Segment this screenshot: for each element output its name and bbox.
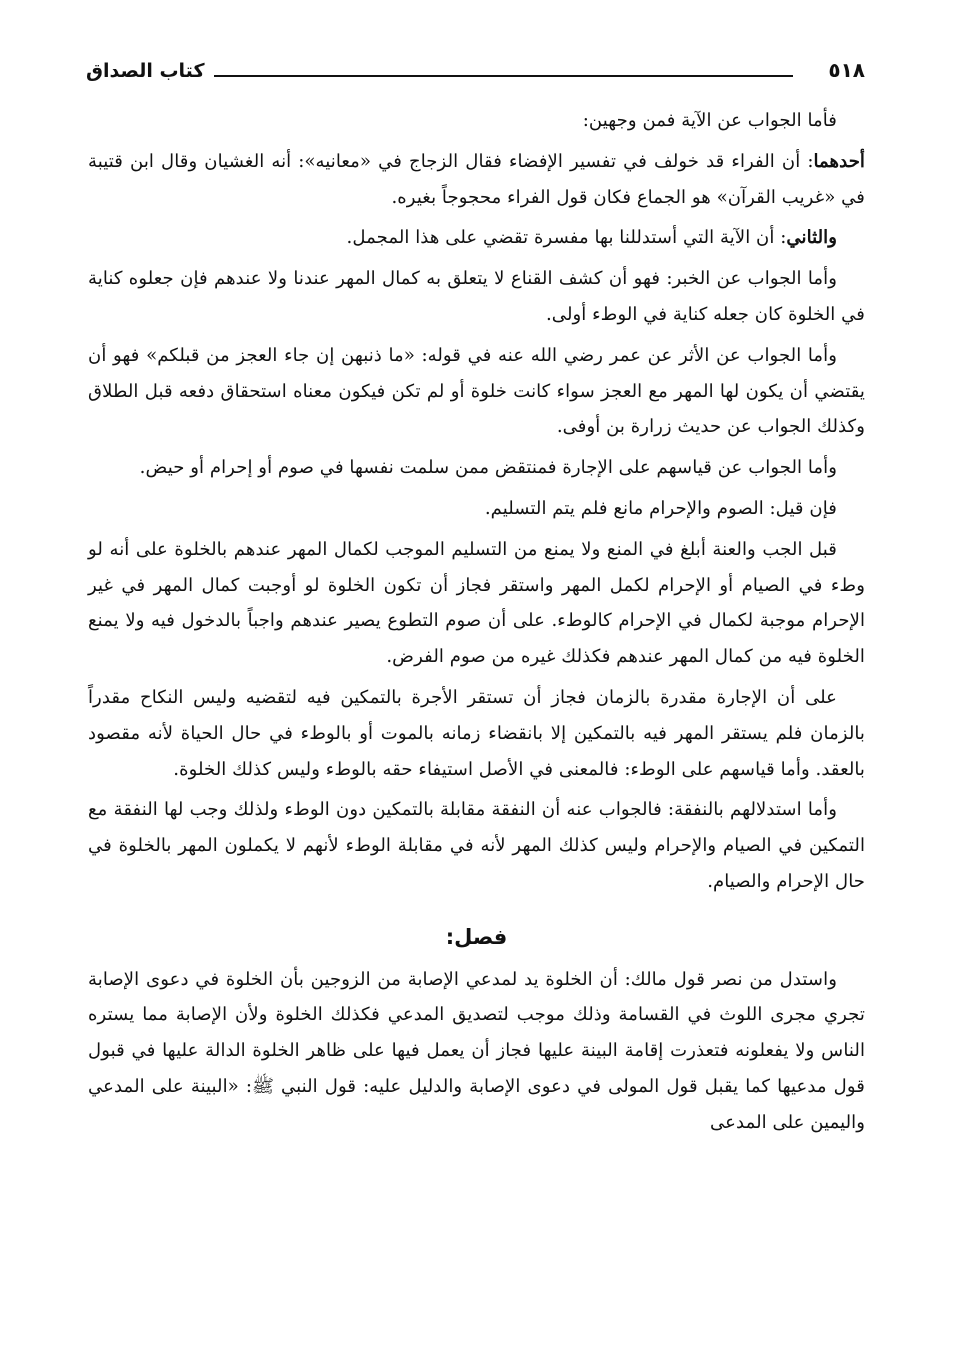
paragraph-text: على أن الإجارة مقدرة بالزمان فجاز أن تستقر الأجرة بالتمكين فيه لتقضيه وليس النكاح مقدراً بالزمان فلم يستقر المهر فيه بالتمكين إلا بانقضاء زمانه بالموت أو بالوطء في حال الحياة لأنه مقصود بالعقد. وأما قياسهم على الوطء: فالمعنى في الأصل استيفاء حقه بالوطء وليس كذلك الخلوة. xyxy=(88,686,865,780)
paragraph-text: قبل الجب والعنة أبلغ في المنع ولا يمنع من التسليم الموجب لكمال المهر عندهم بالخلوة على أنه لو وطء في الصيام أو الإحرام لكمل المهر واستقر فجاز أن تكون الخلوة لو أوجبت كمال المهر في غير الإحرام موجبة لكمال في الإحرام كالوطء. على أن صوم التطوع يصير عندهم واجباً بالدخول فيه ولا يمنع الخلوة فيه من كمال المهر عندهم فكذلك غيره من صوم الفرض. xyxy=(88,538,865,668)
paragraph-text: وأما استدلالهم بالنفقة: فالجواب عنه أن النفقة مقابلة بالتمكين دون الوطء ولذلك وجب لها النفقة مع التمكين في الصيام والإحرام وليس كذلك المهر لأنه في مقابلة الوطء لأنهم لا يكملون المهر بالخلوة في حال الإحرام والصيام. xyxy=(88,799,865,892)
paragraph xyxy=(88,680,865,787)
paragraph xyxy=(88,261,865,333)
page-body xyxy=(88,103,865,1146)
paragraph-text: فأما الجواب عن الآية فمن وجهين: xyxy=(582,110,837,131)
paragraph xyxy=(88,144,865,216)
page-number: ٥١٨ xyxy=(828,58,865,82)
paragraph-text: : أن الآية التي أستدللنا بها مفسرة تقضي على هذا المجمل. xyxy=(346,227,787,249)
paragraph-lead: أحدهما xyxy=(813,150,865,172)
paragraph xyxy=(88,103,865,139)
paragraph-text: وأما الجواب عن قياسهم على الإجارة فمنتقض ممن سلمت نفسها في صوم أو إحرام أو حيض. xyxy=(139,457,837,479)
page-header xyxy=(86,60,865,94)
paragraph xyxy=(88,450,865,486)
paragraph-lead: والثاني xyxy=(786,227,837,249)
paragraph xyxy=(88,220,865,256)
header-rule xyxy=(214,75,793,77)
section-paragraph xyxy=(88,962,865,1141)
paragraph-text: واستدل من نصر قول مالك: أن الخلوة يد لمدعي الإصابة من الزوجين بأن الخلوة في دعوى الإصابة تجري مجرى اللوث في القسامة وذلك موجب لتصديق المدعي فكذلك الخلوة ولأن الإصابة مما يستره الناس ولا يفعلونه فتعذرت إقامة البينة عليها فجاز أن يعمل فيها على ظاهر الخلوة الدالة عليها في قبول قول مدعيها كما يقبل قول المولى في دعوى الإصابة والدليل عليه: قول النبي ﷺ: «البينة على المدعي واليمين على المدعى xyxy=(88,968,865,1133)
section-heading: فصل: xyxy=(445,924,508,949)
paragraph-text: فإن قيل: الصوم والإحرام مانع فلم يتم التسليم. xyxy=(484,497,837,519)
paragraph xyxy=(88,491,865,527)
book-title: كتاب الصداق xyxy=(86,60,205,82)
paragraph xyxy=(88,532,865,675)
paragraph xyxy=(88,338,865,445)
paragraph-text: وأما الجواب عن الخبر: فهو أن كشف القناع لا يتعلق به كمال المهر عندنا ولا عندهم فإن جعلوه كناية في الخلوة كان جعله كناية في الوطء أولى. xyxy=(88,268,865,325)
paragraph xyxy=(88,792,865,899)
paragraph-text: : أن الفراء قد خولف في تفسير الإفضاء فقال الزجاج في «معانيه»: أنه الغشيان وقال ابن قتيبة في «غريب القرآن» هو الجماع فكان قول الفراء محجوجاً بغيره. xyxy=(88,150,865,208)
paragraph-text: وأما الجواب عن الأثر عن عمر رضي الله عنه في قوله: «ما ذنبهن إن جاء العجز من قبلكم» فهو أن يقتضي أن يكون لها المهر مع العجز سواء كانت خلوة أو لم تكن فيكون معناه استحقاق دفعه قبل الطلاق وكذلك الجواب عن حديث زرارة بن أوفى. xyxy=(88,344,865,438)
